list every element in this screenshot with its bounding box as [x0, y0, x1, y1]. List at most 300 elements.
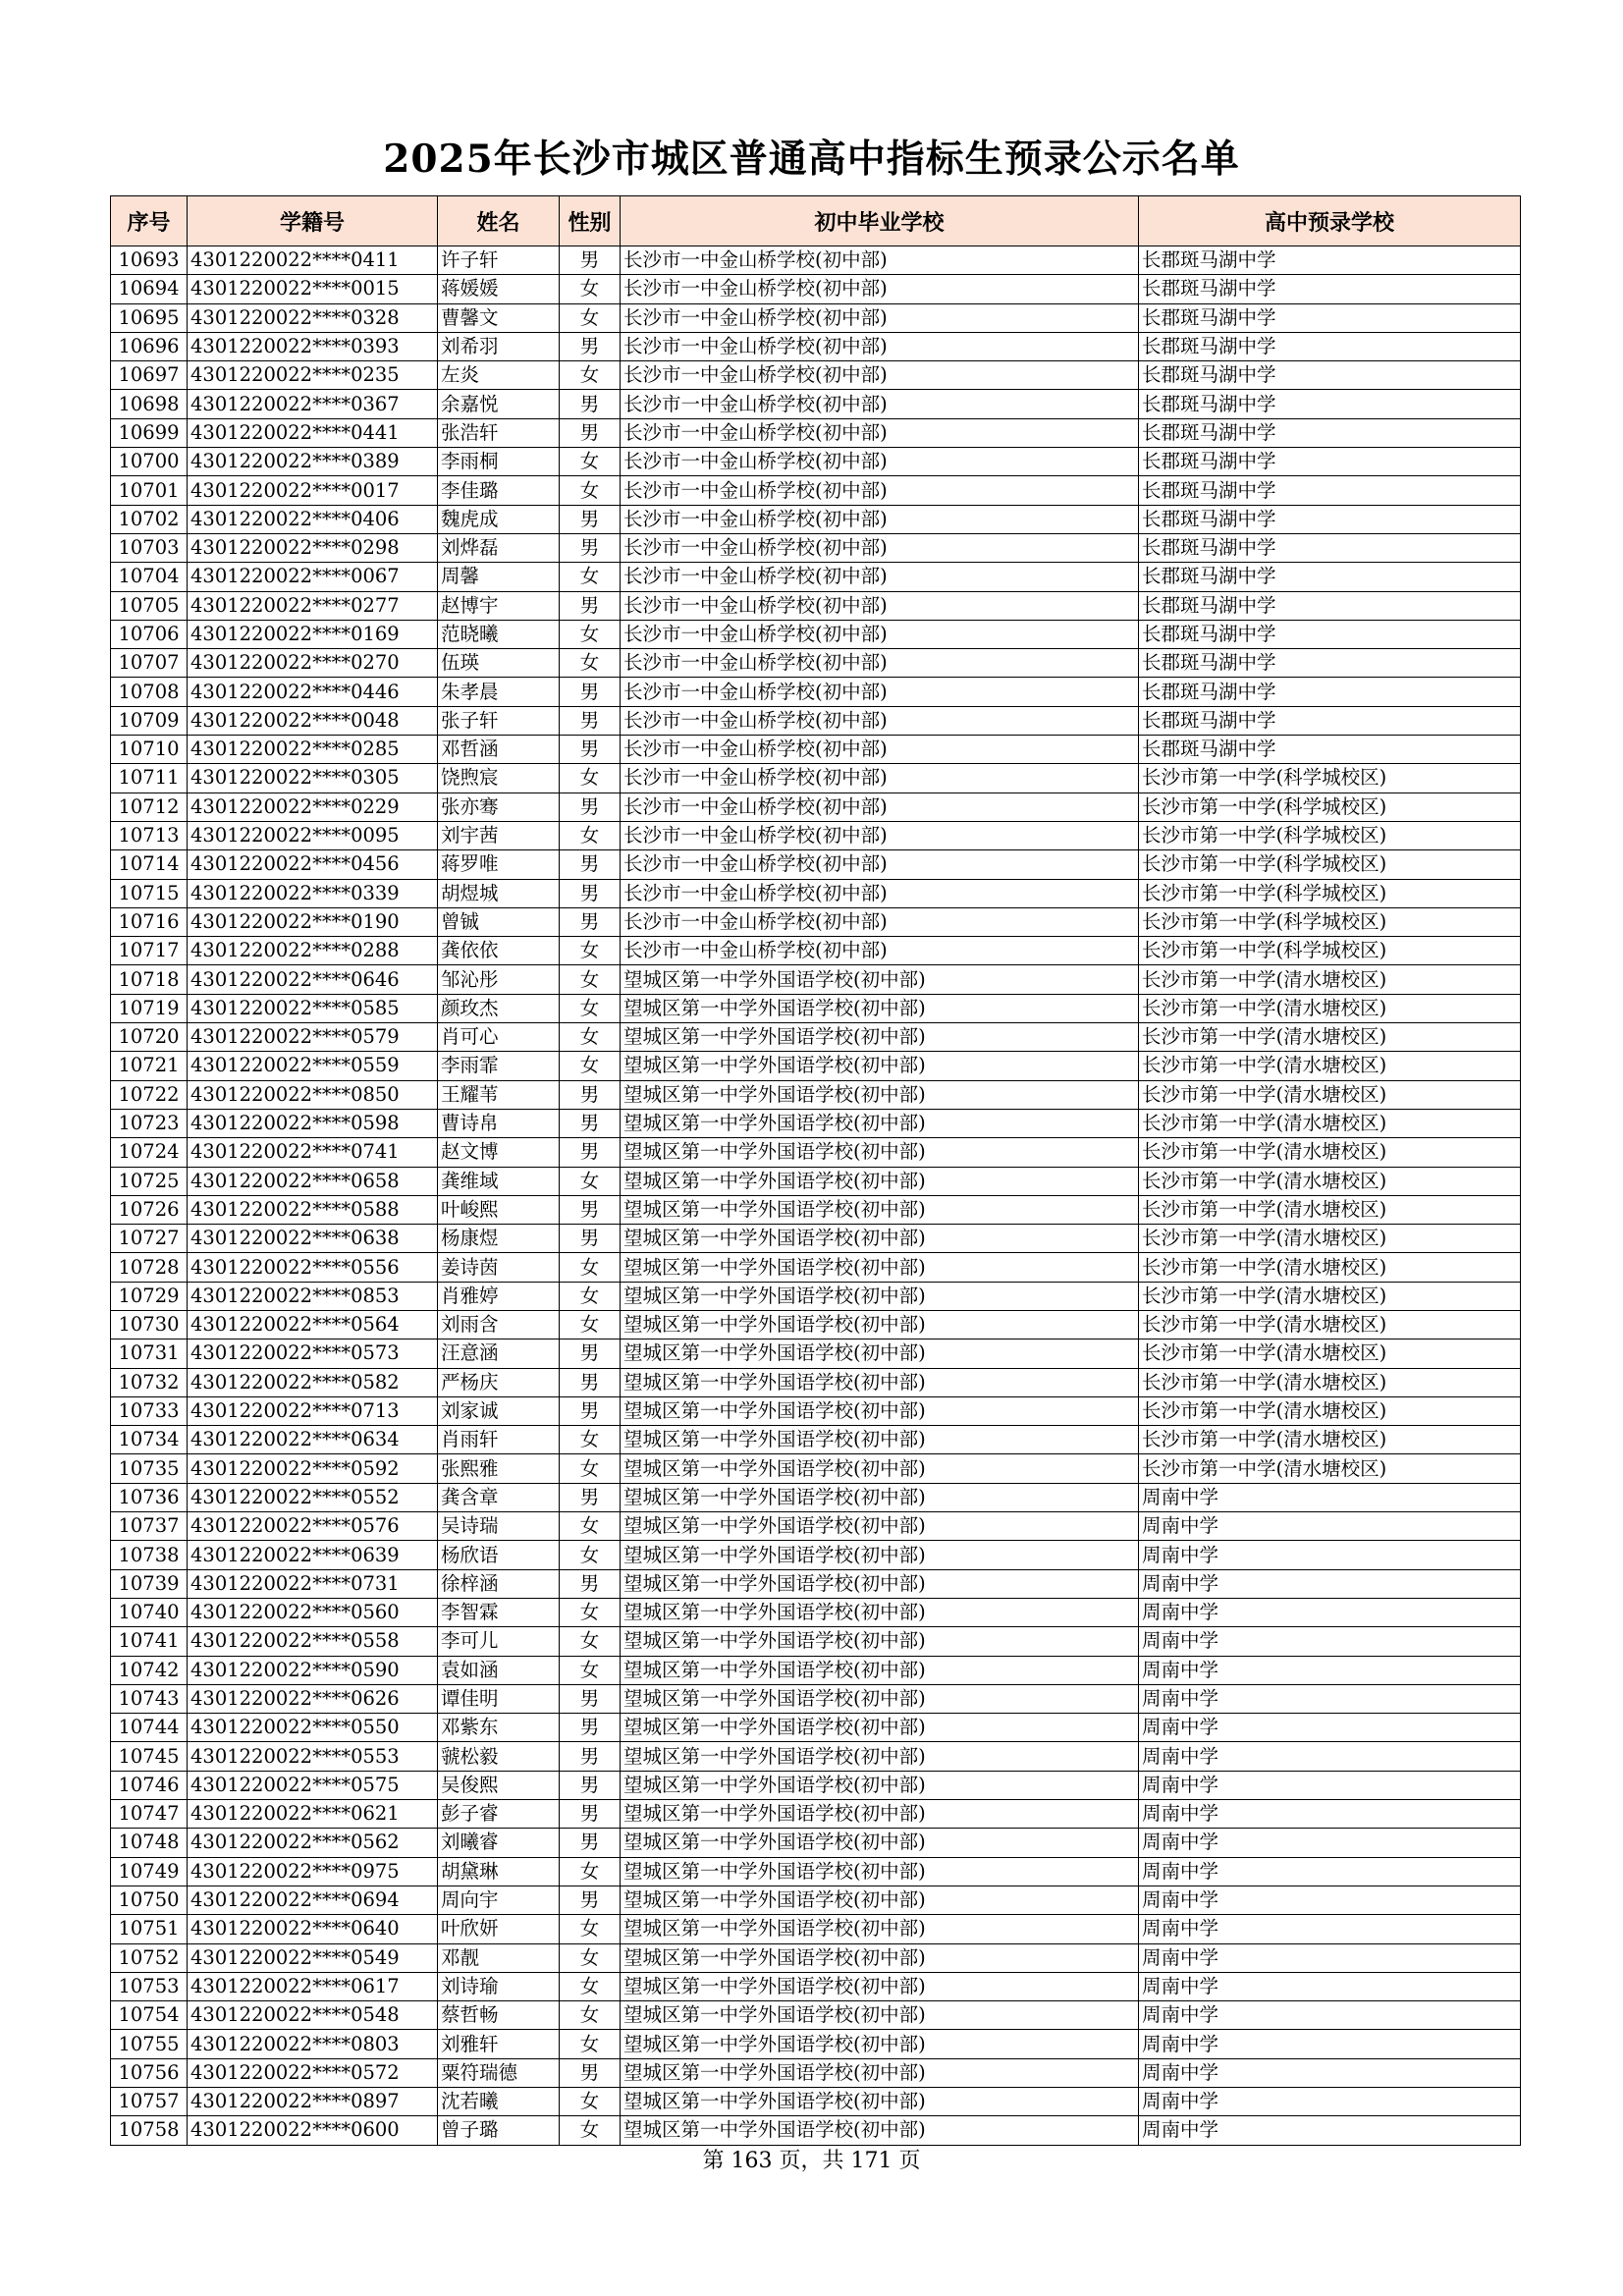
table-row [111, 1800, 1521, 1829]
high-school-cell: 周南中学 [1139, 1684, 1521, 1713]
high-school-cell: 长沙市第一中学(科学城校区) [1139, 937, 1521, 965]
serial-cell: 10710 [111, 736, 188, 764]
student-id-cell: 4301220022****0573 [188, 1339, 438, 1368]
student-id-cell: 4301220022****0556 [188, 1253, 438, 1282]
name-cell: 龚含章 [438, 1483, 560, 1511]
high-school-cell: 长郡斑马湖中学 [1139, 303, 1521, 332]
student-id-cell: 4301220022****0558 [188, 1627, 438, 1656]
gender-cell: 女 [560, 2116, 621, 2145]
serial-cell: 10747 [111, 1800, 188, 1829]
serial-cell: 10734 [111, 1426, 188, 1454]
table-row [111, 1138, 1521, 1167]
name-cell: 吴诗瑞 [438, 1512, 560, 1541]
middle-school-cell: 望城区第一中学外国语学校(初中部) [621, 2030, 1139, 2058]
middle-school-cell: 长沙市一中金山桥学校(初中部) [621, 649, 1139, 678]
student-id-cell: 4301220022****0598 [188, 1109, 438, 1137]
name-cell: 邓靓 [438, 1943, 560, 1972]
middle-school-cell: 望城区第一中学外国语学校(初中部) [621, 1569, 1139, 1598]
serial-cell: 10744 [111, 1714, 188, 1742]
serial-cell: 10702 [111, 505, 188, 533]
student-id-cell: 4301220022****0575 [188, 1771, 438, 1799]
table-row [111, 1943, 1521, 1972]
name-cell: 曾子璐 [438, 2116, 560, 2145]
serial-cell: 10726 [111, 1195, 188, 1224]
name-cell: 胡煜城 [438, 879, 560, 907]
name-cell: 周馨 [438, 563, 560, 591]
serial-cell: 10758 [111, 2116, 188, 2145]
student-id-cell: 4301220022****0585 [188, 994, 438, 1022]
table-row [111, 1714, 1521, 1742]
high-school-cell: 周南中学 [1139, 1915, 1521, 1943]
student-id-cell: 4301220022****0270 [188, 649, 438, 678]
middle-school-cell: 望城区第一中学外国语学校(初中部) [621, 1339, 1139, 1368]
table-row [111, 1972, 1521, 2000]
serial-cell: 10746 [111, 1771, 188, 1799]
high-school-cell: 周南中学 [1139, 2058, 1521, 2087]
student-id-cell: 4301220022****0549 [188, 1943, 438, 1972]
student-id-cell: 4301220022****0411 [188, 246, 438, 275]
gender-cell: 女 [560, 361, 621, 390]
gender-cell: 男 [560, 533, 621, 562]
serial-cell: 10700 [111, 448, 188, 476]
name-cell: 邓哲涵 [438, 736, 560, 764]
high-school-cell: 周南中学 [1139, 1857, 1521, 1886]
name-cell: 赵文博 [438, 1138, 560, 1167]
student-id-cell: 4301220022****0579 [188, 1023, 438, 1052]
middle-school-cell: 望城区第一中学外国语学校(初中部) [621, 1886, 1139, 1914]
high-school-cell: 长郡斑马湖中学 [1139, 678, 1521, 706]
serial-cell: 10753 [111, 1972, 188, 2000]
gender-cell: 女 [560, 764, 621, 793]
middle-school-cell: 望城区第一中学外国语学校(初中部) [621, 1714, 1139, 1742]
high-school-cell: 周南中学 [1139, 1627, 1521, 1656]
gender-cell: 女 [560, 1310, 621, 1339]
gender-cell: 女 [560, 2030, 621, 2058]
student-id-cell: 4301220022****0975 [188, 1857, 438, 1886]
table-row [111, 678, 1521, 706]
gender-cell: 男 [560, 1771, 621, 1799]
student-id-cell: 4301220022****0446 [188, 678, 438, 706]
gender-cell: 女 [560, 1598, 621, 1626]
middle-school-cell: 长沙市一中金山桥学校(初中部) [621, 275, 1139, 303]
student-id-cell: 4301220022****0285 [188, 736, 438, 764]
middle-school-cell: 长沙市一中金山桥学校(初中部) [621, 736, 1139, 764]
high-school-cell: 长沙市第一中学(科学城校区) [1139, 764, 1521, 793]
table-row [111, 620, 1521, 648]
name-cell: 刘曦睿 [438, 1829, 560, 1857]
gender-cell: 女 [560, 1972, 621, 2000]
name-cell: 虢松毅 [438, 1742, 560, 1771]
table-row [111, 1052, 1521, 1080]
table-row [111, 1023, 1521, 1052]
serial-cell: 10713 [111, 821, 188, 849]
table-row [111, 1080, 1521, 1109]
gender-cell: 男 [560, 2058, 621, 2087]
student-id-cell: 4301220022****0550 [188, 1714, 438, 1742]
middle-school-cell: 望城区第一中学外国语学校(初中部) [621, 1282, 1139, 1310]
student-id-cell: 4301220022****0638 [188, 1225, 438, 1253]
high-school-cell: 周南中学 [1139, 1598, 1521, 1626]
middle-school-cell: 望城区第一中学外国语学校(初中部) [621, 2116, 1139, 2145]
gender-cell: 女 [560, 563, 621, 591]
name-cell: 李可儿 [438, 1627, 560, 1656]
name-cell: 魏虎成 [438, 505, 560, 533]
serial-cell: 10725 [111, 1167, 188, 1195]
table-row [111, 1225, 1521, 1253]
gender-cell: 男 [560, 1886, 621, 1914]
high-school-cell: 长沙市第一中学(科学城校区) [1139, 879, 1521, 907]
student-id-cell: 4301220022****0229 [188, 793, 438, 821]
middle-school-cell: 望城区第一中学外国语学校(初中部) [621, 2001, 1139, 2030]
table-row [111, 649, 1521, 678]
middle-school-cell: 望城区第一中学外国语学校(初中部) [621, 1310, 1139, 1339]
student-id-cell: 4301220022****0694 [188, 1886, 438, 1914]
table-row [111, 1915, 1521, 1943]
name-cell: 肖雨轩 [438, 1426, 560, 1454]
gender-cell: 女 [560, 1454, 621, 1483]
name-cell: 赵博宇 [438, 591, 560, 620]
middle-school-cell: 望城区第一中学外国语学校(初中部) [621, 965, 1139, 994]
high-school-cell: 周南中学 [1139, 1742, 1521, 1771]
table-row [111, 275, 1521, 303]
gender-cell: 男 [560, 1800, 621, 1829]
gender-cell: 女 [560, 1541, 621, 1569]
name-cell: 伍瑛 [438, 649, 560, 678]
high-school-cell: 长沙市第一中学(清水塘校区) [1139, 1195, 1521, 1224]
header-middle-school: 初中毕业学校 [621, 196, 1139, 246]
name-cell: 姜诗茵 [438, 1253, 560, 1282]
table-row [111, 1310, 1521, 1339]
middle-school-cell: 望城区第一中学外国语学校(初中部) [621, 1080, 1139, 1109]
serial-cell: 10704 [111, 563, 188, 591]
middle-school-cell: 望城区第一中学外国语学校(初中部) [621, 1396, 1139, 1425]
serial-cell: 10706 [111, 620, 188, 648]
middle-school-cell: 望城区第一中学外国语学校(初中部) [621, 2058, 1139, 2087]
name-cell: 粟符瑞德 [438, 2058, 560, 2087]
high-school-cell: 长沙市第一中学(清水塘校区) [1139, 1225, 1521, 1253]
table-row [111, 965, 1521, 994]
gender-cell: 女 [560, 275, 621, 303]
serial-cell: 10711 [111, 764, 188, 793]
name-cell: 肖雅婷 [438, 1282, 560, 1310]
student-id-cell: 4301220022****0298 [188, 533, 438, 562]
middle-school-cell: 长沙市一中金山桥学校(初中部) [621, 418, 1139, 447]
high-school-cell: 周南中学 [1139, 1483, 1521, 1511]
gender-cell: 女 [560, 994, 621, 1022]
student-id-cell: 4301220022****0015 [188, 275, 438, 303]
name-cell: 左炎 [438, 361, 560, 390]
serial-cell: 10755 [111, 2030, 188, 2058]
table-row [111, 332, 1521, 360]
serial-cell: 10737 [111, 1512, 188, 1541]
middle-school-cell: 望城区第一中学外国语学校(初中部) [621, 1857, 1139, 1886]
name-cell: 刘雅轩 [438, 2030, 560, 2058]
gender-cell: 男 [560, 1339, 621, 1368]
table-row [111, 1282, 1521, 1310]
page-footer: 第 163 页，共 171 页 [702, 2149, 921, 2173]
middle-school-cell: 长沙市一中金山桥学校(初中部) [621, 390, 1139, 418]
serial-cell: 10694 [111, 275, 188, 303]
serial-cell: 10730 [111, 1310, 188, 1339]
high-school-cell: 长沙市第一中学(清水塘校区) [1139, 1167, 1521, 1195]
gender-cell: 男 [560, 1714, 621, 1742]
high-school-cell: 周南中学 [1139, 1829, 1521, 1857]
header-high-school: 高中预录学校 [1139, 196, 1521, 246]
gender-cell: 男 [560, 246, 621, 275]
serial-cell: 10724 [111, 1138, 188, 1167]
middle-school-cell: 望城区第一中学外国语学校(初中部) [621, 1109, 1139, 1137]
high-school-cell: 长沙市第一中学(清水塘校区) [1139, 1023, 1521, 1052]
serial-cell: 10752 [111, 1943, 188, 1972]
name-cell: 范晓曦 [438, 620, 560, 648]
name-cell: 刘希羽 [438, 332, 560, 360]
serial-cell: 10745 [111, 1742, 188, 1771]
table-row [111, 1512, 1521, 1541]
serial-cell: 10736 [111, 1483, 188, 1511]
table-row [111, 1109, 1521, 1137]
name-cell: 肖可心 [438, 1023, 560, 1052]
gender-cell: 男 [560, 850, 621, 879]
serial-cell: 10717 [111, 937, 188, 965]
gender-cell: 女 [560, 1023, 621, 1052]
high-school-cell: 长沙市第一中学(清水塘校区) [1139, 1310, 1521, 1339]
student-id-cell: 4301220022****0067 [188, 563, 438, 591]
header-serial: 序号 [111, 196, 188, 246]
name-cell: 邓紫东 [438, 1714, 560, 1742]
gender-cell: 男 [560, 1109, 621, 1137]
student-id-cell: 4301220022****0741 [188, 1138, 438, 1167]
middle-school-cell: 长沙市一中金山桥学校(初中部) [621, 533, 1139, 562]
high-school-cell: 长沙市第一中学(清水塘校区) [1139, 1052, 1521, 1080]
student-id-cell: 4301220022****0393 [188, 332, 438, 360]
name-cell: 朱孝晨 [438, 678, 560, 706]
student-id-cell: 4301220022****0553 [188, 1742, 438, 1771]
high-school-cell: 周南中学 [1139, 1512, 1521, 1541]
middle-school-cell: 望城区第一中学外国语学校(初中部) [621, 1426, 1139, 1454]
middle-school-cell: 望城区第一中学外国语学校(初中部) [621, 1771, 1139, 1799]
middle-school-cell: 长沙市一中金山桥学校(初中部) [621, 361, 1139, 390]
student-id-cell: 4301220022****0235 [188, 361, 438, 390]
student-id-cell: 4301220022****0850 [188, 1080, 438, 1109]
high-school-cell: 长郡斑马湖中学 [1139, 649, 1521, 678]
high-school-cell: 长郡斑马湖中学 [1139, 332, 1521, 360]
name-cell: 饶煦宸 [438, 764, 560, 793]
serial-cell: 10723 [111, 1109, 188, 1137]
gender-cell: 男 [560, 1829, 621, 1857]
serial-cell: 10720 [111, 1023, 188, 1052]
student-id-cell: 4301220022****0559 [188, 1052, 438, 1080]
gender-cell: 女 [560, 649, 621, 678]
gender-cell: 男 [560, 1195, 621, 1224]
serial-cell: 10696 [111, 332, 188, 360]
high-school-cell: 长郡斑马湖中学 [1139, 706, 1521, 735]
serial-cell: 10721 [111, 1052, 188, 1080]
gender-cell: 女 [560, 1857, 621, 1886]
student-id-cell: 4301220022****0803 [188, 2030, 438, 2058]
serial-cell: 10741 [111, 1627, 188, 1656]
student-id-cell: 4301220022****0277 [188, 591, 438, 620]
middle-school-cell: 望城区第一中学外国语学校(初中部) [621, 1483, 1139, 1511]
table-header-row [111, 196, 1521, 246]
name-cell: 余嘉悦 [438, 390, 560, 418]
middle-school-cell: 长沙市一中金山桥学校(初中部) [621, 937, 1139, 965]
name-cell: 曹诗帛 [438, 1109, 560, 1137]
gender-cell: 女 [560, 937, 621, 965]
name-cell: 刘烨磊 [438, 533, 560, 562]
serial-cell: 10743 [111, 1684, 188, 1713]
high-school-cell: 长沙市第一中学(清水塘校区) [1139, 1426, 1521, 1454]
middle-school-cell: 望城区第一中学外国语学校(初中部) [621, 1167, 1139, 1195]
gender-cell: 男 [560, 1483, 621, 1511]
high-school-cell: 长郡斑马湖中学 [1139, 361, 1521, 390]
table-row [111, 1454, 1521, 1483]
middle-school-cell: 长沙市一中金山桥学校(初中部) [621, 332, 1139, 360]
middle-school-cell: 望城区第一中学外国语学校(初中部) [621, 1742, 1139, 1771]
name-cell: 李佳璐 [438, 476, 560, 505]
gender-cell: 男 [560, 505, 621, 533]
table-row [111, 2088, 1521, 2116]
gender-cell: 男 [560, 678, 621, 706]
gender-cell: 男 [560, 736, 621, 764]
gender-cell: 男 [560, 706, 621, 735]
gender-cell: 女 [560, 620, 621, 648]
serial-cell: 10738 [111, 1541, 188, 1569]
middle-school-cell: 长沙市一中金山桥学校(初中部) [621, 448, 1139, 476]
table-row [111, 1886, 1521, 1914]
serial-cell: 10693 [111, 246, 188, 275]
name-cell: 汪意涵 [438, 1339, 560, 1368]
student-id-cell: 4301220022****0592 [188, 1454, 438, 1483]
gender-cell: 女 [560, 965, 621, 994]
table-row [111, 1598, 1521, 1626]
serial-cell: 10751 [111, 1915, 188, 1943]
table-row [111, 1656, 1521, 1684]
middle-school-cell: 望城区第一中学外国语学校(初中部) [621, 1138, 1139, 1167]
student-id-cell: 4301220022****0190 [188, 907, 438, 936]
serial-cell: 10749 [111, 1857, 188, 1886]
table-row [111, 1627, 1521, 1656]
middle-school-cell: 望城区第一中学外国语学校(初中部) [621, 1225, 1139, 1253]
high-school-cell: 长沙市第一中学(清水塘校区) [1139, 1368, 1521, 1396]
high-school-cell: 周南中学 [1139, 2088, 1521, 2116]
student-id-cell: 4301220022****0328 [188, 303, 438, 332]
high-school-cell: 长郡斑马湖中学 [1139, 563, 1521, 591]
gender-cell: 女 [560, 1512, 621, 1541]
serial-cell: 10714 [111, 850, 188, 879]
name-cell: 蒋媛媛 [438, 275, 560, 303]
middle-school-cell: 长沙市一中金山桥学校(初中部) [621, 706, 1139, 735]
name-cell: 谭佳明 [438, 1684, 560, 1713]
middle-school-cell: 长沙市一中金山桥学校(初中部) [621, 563, 1139, 591]
table-row [111, 1742, 1521, 1771]
table-row [111, 736, 1521, 764]
gender-cell: 女 [560, 1915, 621, 1943]
serial-cell: 10728 [111, 1253, 188, 1282]
serial-cell: 10722 [111, 1080, 188, 1109]
gender-cell: 男 [560, 1080, 621, 1109]
middle-school-cell: 长沙市一中金山桥学校(初中部) [621, 793, 1139, 821]
gender-cell: 女 [560, 1052, 621, 1080]
high-school-cell: 长郡斑马湖中学 [1139, 246, 1521, 275]
name-cell: 李智霖 [438, 1598, 560, 1626]
name-cell: 刘宇茜 [438, 821, 560, 849]
serial-cell: 10709 [111, 706, 188, 735]
middle-school-cell: 望城区第一中学外国语学校(初中部) [621, 1972, 1139, 2000]
student-id-cell: 4301220022****0552 [188, 1483, 438, 1511]
student-id-cell: 4301220022****0095 [188, 821, 438, 849]
middle-school-cell: 望城区第一中学外国语学校(初中部) [621, 1598, 1139, 1626]
gender-cell: 女 [560, 1426, 621, 1454]
high-school-cell: 长沙市第一中学(清水塘校区) [1139, 994, 1521, 1022]
high-school-cell: 长沙市第一中学(清水塘校区) [1139, 1396, 1521, 1425]
middle-school-cell: 望城区第一中学外国语学校(初中部) [621, 1023, 1139, 1052]
table-row [111, 1684, 1521, 1713]
student-id-cell: 4301220022****0389 [188, 448, 438, 476]
table-row [111, 2058, 1521, 2087]
page-title: 2025年长沙市城区普通高中指标生预录公示名单 [383, 137, 1240, 182]
gender-cell: 男 [560, 1368, 621, 1396]
high-school-cell: 长郡斑马湖中学 [1139, 275, 1521, 303]
table-body [111, 246, 1521, 2146]
name-cell: 王耀苇 [438, 1080, 560, 1109]
table-row [111, 246, 1521, 275]
table-row [111, 591, 1521, 620]
high-school-cell: 长沙市第一中学(科学城校区) [1139, 850, 1521, 879]
table-row [111, 361, 1521, 390]
table-row [111, 879, 1521, 907]
table-row [111, 1167, 1521, 1195]
name-cell: 李雨桐 [438, 448, 560, 476]
high-school-cell: 长沙市第一中学(清水塘校区) [1139, 1282, 1521, 1310]
middle-school-cell: 望城区第一中学外国语学校(初中部) [621, 1195, 1139, 1224]
serial-cell: 10754 [111, 2001, 188, 2030]
serial-cell: 10719 [111, 994, 188, 1022]
admission-table [110, 195, 1521, 2146]
high-school-cell: 长郡斑马湖中学 [1139, 448, 1521, 476]
gender-cell: 女 [560, 1943, 621, 1972]
serial-cell: 10699 [111, 418, 188, 447]
serial-cell: 10707 [111, 649, 188, 678]
high-school-cell: 长沙市第一中学(清水塘校区) [1139, 1109, 1521, 1137]
name-cell: 叶欣妍 [438, 1915, 560, 1943]
table-row [111, 505, 1521, 533]
high-school-cell: 周南中学 [1139, 2030, 1521, 2058]
serial-cell: 10695 [111, 303, 188, 332]
serial-cell: 10701 [111, 476, 188, 505]
high-school-cell: 周南中学 [1139, 1800, 1521, 1829]
serial-cell: 10708 [111, 678, 188, 706]
serial-cell: 10757 [111, 2088, 188, 2116]
table-row [111, 2001, 1521, 2030]
high-school-cell: 周南中学 [1139, 1886, 1521, 1914]
serial-cell: 10703 [111, 533, 188, 562]
name-cell: 沈若曦 [438, 2088, 560, 2116]
student-id-cell: 4301220022****0572 [188, 2058, 438, 2087]
gender-cell: 男 [560, 793, 621, 821]
student-id-cell: 4301220022****0617 [188, 1972, 438, 2000]
student-id-cell: 4301220022****0646 [188, 965, 438, 994]
gender-cell: 男 [560, 907, 621, 936]
name-cell: 徐梓涵 [438, 1569, 560, 1598]
table-row [111, 994, 1521, 1022]
table-row [111, 821, 1521, 849]
gender-cell: 男 [560, 591, 621, 620]
table-row [111, 1339, 1521, 1368]
gender-cell: 男 [560, 1742, 621, 1771]
student-id-cell: 4301220022****0339 [188, 879, 438, 907]
middle-school-cell: 望城区第一中学外国语学校(初中部) [621, 1454, 1139, 1483]
name-cell: 杨康煜 [438, 1225, 560, 1253]
